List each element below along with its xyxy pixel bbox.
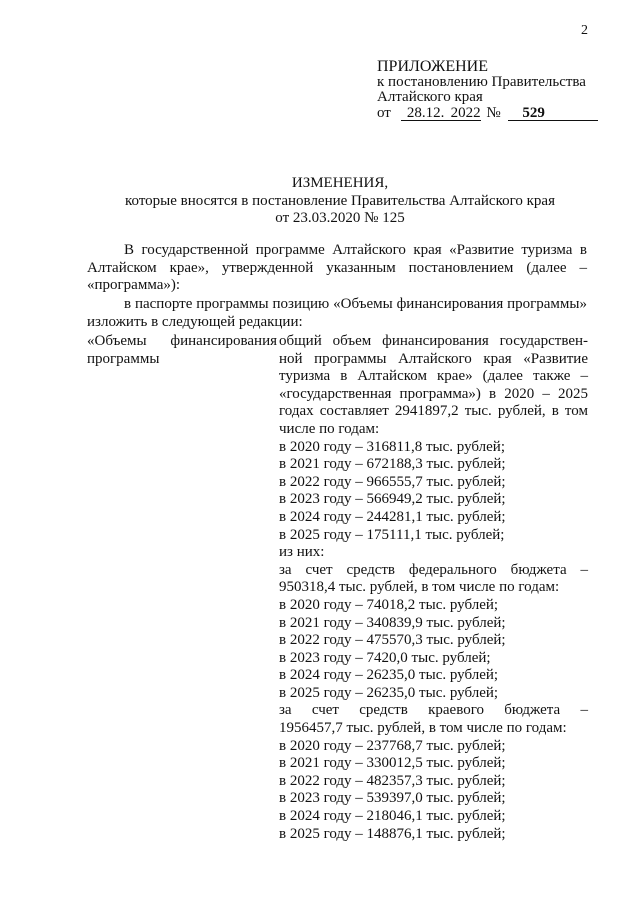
appendix-line-3: Алтайского края [377,89,483,105]
intro-p2-line-2: изложить в следующей редакции: [87,313,303,330]
intro-paragraph-1 [87,242,587,295]
table-left-line-1: «Объемы финансирования [87,333,277,349]
table-right-line: ной программы Алтайского края «Развитие [279,350,588,367]
table-right-line: из них: [279,544,325,561]
table-right-line: в 2022 году – 966555,7 тыс. рублей; [279,473,506,490]
table-left-cell [87,333,277,368]
table-right-line: 950318,4 тыс. рублей, в том числе по годам: [279,579,560,596]
document-number: 529 [508,106,598,121]
appendix-header [377,59,598,124]
table-right-line: в 2021 году – 330012,5 тыс. рублей; [279,755,506,772]
title-line-3: от 23.03.2020 № 125 [275,210,405,226]
table-right-line: в 2023 году – 7420,0 тыс. рублей; [279,649,491,666]
table-right-cell [279,333,588,843]
table-right-line: в 2022 году – 475570,3 тыс. рублей; [279,632,506,649]
intro-p1-line-3: «программа»): [87,277,181,294]
table-right-line: в 2020 году – 237768,7 тыс. рублей; [279,737,506,754]
intro-p1-line-2: Алтайском крае», утвержденной указанным постановлением (далее – [87,259,587,276]
page-number: 2 [581,23,588,38]
table-right-line: годах составляет 2941897,2 тыс. рублей, в том [279,403,588,420]
table-right-line: в 2023 году – 566949,2 тыс. рублей; [279,491,506,508]
intro-p2-line-1: в паспорте программы позицию «Объемы финансирования программы» [124,296,587,312]
table-right-line: общий объем финансирования государствен- [279,333,588,349]
table-right-line: за счет средств краевого бюджета – [279,702,588,719]
document-title [100,175,580,228]
table-right-line: в 2023 году – 539397,0 тыс. рублей; [279,790,506,807]
intro-p1-line-1: В государственной программе Алтайского края «Развитие туризма в [124,242,587,258]
table-right-line: в 2021 году – 672188,3 тыс. рублей; [279,456,506,473]
table-right-line: 1956457,7 тыс. рублей, в том числе по годам: [279,720,567,737]
table-right-line: в 2022 году – 482357,3 тыс. рублей; [279,772,506,789]
table-right-line: туризма в Алтайском крае» (далее также – [279,368,588,385]
from-label: от [377,104,391,121]
table-right-line: «государственная программа») в 2020 – 2025 [279,385,588,402]
number-label: № [486,104,501,121]
intro-paragraph-2 [87,296,587,331]
appendix-date-row [377,106,598,124]
title-line-1: ИЗМЕНЕНИЯ, [291,175,389,191]
table-right-line: в 2024 году – 244281,1 тыс. рублей; [279,508,506,525]
table-right-line: в 2020 году – 74018,2 тыс. рублей; [279,596,499,613]
table-right-line: за счет средств федерального бюджета – [279,561,588,578]
table-left-line-2: программы [87,350,160,367]
table-right-line: числе по годам: [279,420,380,437]
table-right-line: в 2024 году – 26235,0 тыс. рублей; [279,667,499,684]
appendix-heading: ПРИЛОЖЕНИЕ [377,58,489,75]
table-right-line: в 2021 году – 340839,9 тыс. рублей; [279,614,506,631]
table-right-line: в 2024 году – 218046,1 тыс. рублей; [279,808,506,825]
date-day-month: 28.12. [401,106,451,121]
table-right-line: в 2025 году – 175111,1 тыс. рублей; [279,526,505,543]
date-year: 2022 [450,104,481,121]
title-line-2: которые вносятся в постановление Правительства Алтайского края [124,192,555,209]
appendix-line-2: к постановлению Правительства [377,73,586,90]
table-right-line: в 2020 году – 316811,8 тыс. рублей; [279,438,505,455]
table-right-line: в 2025 году – 26235,0 тыс. рублей; [279,684,499,701]
table-right-line: в 2025 году – 148876,1 тыс. рублей; [279,825,506,842]
